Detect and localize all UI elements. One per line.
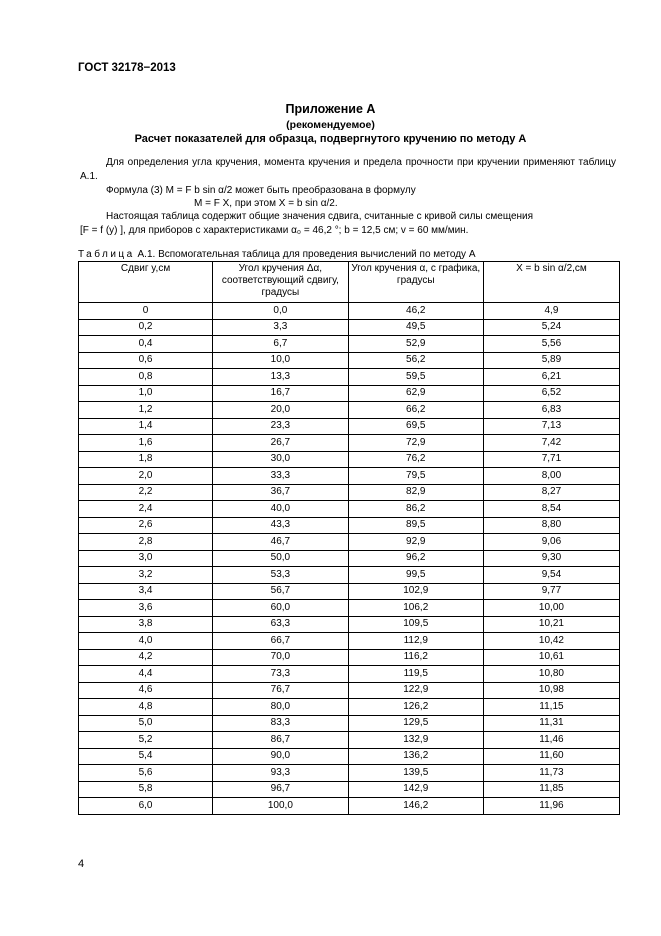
table-cell: 10,00 [483, 600, 619, 617]
table-cell: 46,2 [348, 303, 483, 320]
table-cell: 53,3 [213, 567, 349, 584]
table-cell: 52,9 [348, 336, 483, 353]
table-row [79, 600, 620, 617]
table-row [79, 517, 620, 534]
table-cell: 7,71 [483, 451, 619, 468]
table-cell: 0,0 [213, 303, 349, 320]
paragraph-intro: Для определения угла кручения, момента кручения и предела прочности при кручении применяют таблицу А.1. [80, 157, 616, 182]
table-cell: 2,6 [79, 517, 213, 534]
table-cell: 76,2 [348, 451, 483, 468]
column-header-x: X = b sin α/2,см [483, 262, 619, 303]
table-cell: 10,61 [483, 649, 619, 666]
table-cell: 1,2 [79, 402, 213, 419]
table-cell: 4,9 [483, 303, 619, 320]
table-cell: 16,7 [213, 385, 349, 402]
table-cell: 5,2 [79, 732, 213, 749]
table-cell: 86,7 [213, 732, 349, 749]
table-row [79, 798, 620, 815]
table-row [79, 682, 620, 699]
table-cell: 6,0 [79, 798, 213, 815]
table-cell: 4,0 [79, 633, 213, 650]
table-row [79, 781, 620, 798]
table-cell: 4,6 [79, 682, 213, 699]
table-row [79, 435, 620, 452]
table-cell: 5,89 [483, 352, 619, 369]
appendix-title: Приложение А [285, 102, 376, 116]
table-cell: 76,7 [213, 682, 349, 699]
appendix-subtitle: Расчет показателей для образца, подвергнутого кручению по методу А [134, 133, 527, 145]
paragraph-table-description: Настоящая таблица содержит общие значения сдвига, считанные с кривой силы смещения [106, 211, 534, 222]
table-row [79, 550, 620, 567]
table-cell: 9,77 [483, 583, 619, 600]
table-cell: 139,5 [348, 765, 483, 782]
table-row [79, 336, 620, 353]
table-cell: 1,4 [79, 418, 213, 435]
table-row [79, 715, 620, 732]
table-cell: 11,60 [483, 748, 619, 765]
table-cell: 63,3 [213, 616, 349, 633]
table-row [79, 352, 620, 369]
table-row [79, 484, 620, 501]
table-cell: 5,8 [79, 781, 213, 798]
table-cell: 20,0 [213, 402, 349, 419]
table-cell: 116,2 [348, 649, 483, 666]
table-cell: 62,9 [348, 385, 483, 402]
table-cell: 59,5 [348, 369, 483, 386]
table-caption-prefix: Таблица [78, 249, 135, 260]
table-cell: 66,2 [348, 402, 483, 419]
table-caption [78, 249, 476, 260]
table-cell: 10,42 [483, 633, 619, 650]
table-cell: 8,80 [483, 517, 619, 534]
table-row [79, 451, 620, 468]
table-cell: 86,2 [348, 501, 483, 518]
table-cell: 82,9 [348, 484, 483, 501]
table-cell: 90,0 [213, 748, 349, 765]
table-cell: 3,8 [79, 616, 213, 633]
table-cell: 73,3 [213, 666, 349, 683]
table-cell: 7,13 [483, 418, 619, 435]
document-header: ГОСТ 32178−2013 [78, 62, 176, 74]
table-row [79, 732, 620, 749]
table-cell: 106,2 [348, 600, 483, 617]
table-row [79, 418, 620, 435]
table-cell: 26,7 [213, 435, 349, 452]
table-header-row [79, 262, 620, 303]
table-cell: 146,2 [348, 798, 483, 815]
table-cell: 92,9 [348, 534, 483, 551]
table-cell: 9,54 [483, 567, 619, 584]
table-cell: 2,2 [79, 484, 213, 501]
table-cell: 79,5 [348, 468, 483, 485]
table-row [79, 567, 620, 584]
table-cell: 8,27 [483, 484, 619, 501]
table-row [79, 369, 620, 386]
table-cell: 3,4 [79, 583, 213, 600]
table-row [79, 303, 620, 320]
paragraph-formula-3: Формула (3) M = F b sin α/2 может быть преобразована в формулу [106, 185, 416, 196]
table-row [79, 616, 620, 633]
table-cell: 89,5 [348, 517, 483, 534]
table-row [79, 633, 620, 650]
table-cell: 11,46 [483, 732, 619, 749]
table-cell: 23,3 [213, 418, 349, 435]
table-cell: 0 [79, 303, 213, 320]
table-cell: 5,4 [79, 748, 213, 765]
table-cell: 136,2 [348, 748, 483, 765]
table-cell: 40,0 [213, 501, 349, 518]
table-cell: 50,0 [213, 550, 349, 567]
table-cell: 5,56 [483, 336, 619, 353]
table-cell: 66,7 [213, 633, 349, 650]
table-cell: 4,8 [79, 699, 213, 716]
table-cell: 83,3 [213, 715, 349, 732]
table-row [79, 402, 620, 419]
table-cell: 96,7 [213, 781, 349, 798]
table-cell: 2,4 [79, 501, 213, 518]
table-cell: 4,2 [79, 649, 213, 666]
table-cell: 132,9 [348, 732, 483, 749]
table-row [79, 385, 620, 402]
table-cell: 10,0 [213, 352, 349, 369]
table-cell: 3,2 [79, 567, 213, 584]
appendix-status: (рекомендуемое) [286, 119, 375, 131]
table-cell: 46,7 [213, 534, 349, 551]
table-cell: 11,31 [483, 715, 619, 732]
table-cell: 11,15 [483, 699, 619, 716]
table-cell: 72,9 [348, 435, 483, 452]
table-row [79, 319, 620, 336]
table-cell: 80,0 [213, 699, 349, 716]
column-header-delta-angle: Угол кручения Δα, соответствующий сдвигу, градусы [213, 262, 349, 303]
table-cell: 5,24 [483, 319, 619, 336]
table-cell: 3,3 [213, 319, 349, 336]
table-row [79, 699, 620, 716]
table-cell: 4,4 [79, 666, 213, 683]
column-header-shift: Сдвиг y,см [79, 262, 213, 303]
table-cell: 142,9 [348, 781, 483, 798]
table-cell: 3,0 [79, 550, 213, 567]
table-row [79, 748, 620, 765]
table-cell: 100,0 [213, 798, 349, 815]
paragraph-formula-converted: M = F X, при этом X = b sin α/2. [194, 198, 338, 209]
table-cell: 9,06 [483, 534, 619, 551]
table-row [79, 765, 620, 782]
table-row [79, 534, 620, 551]
table-caption-text: А.1. Вспомогательная таблица для проведения вычислений по методу А [134, 249, 476, 260]
table-cell: 112,9 [348, 633, 483, 650]
table-cell: 13,3 [213, 369, 349, 386]
table-cell: 11,85 [483, 781, 619, 798]
table-cell: 6,21 [483, 369, 619, 386]
table-cell: 11,96 [483, 798, 619, 815]
paragraph-instrument-params: [F = f (y) ], для приборов с характеристиками α₀ = 46,2 °; b = 12,5 см; v = 60 мм/мин. [80, 225, 469, 236]
table-cell: 126,2 [348, 699, 483, 716]
table-cell: 11,73 [483, 765, 619, 782]
table-cell: 102,9 [348, 583, 483, 600]
table-cell: 10,98 [483, 682, 619, 699]
table-cell: 122,9 [348, 682, 483, 699]
table-cell: 70,0 [213, 649, 349, 666]
table-cell: 0,8 [79, 369, 213, 386]
table-cell: 93,3 [213, 765, 349, 782]
table-cell: 0,2 [79, 319, 213, 336]
table-cell: 43,3 [213, 517, 349, 534]
table-cell: 56,2 [348, 352, 483, 369]
table-cell: 7,42 [483, 435, 619, 452]
table-cell: 3,6 [79, 600, 213, 617]
table-cell: 69,5 [348, 418, 483, 435]
table-row [79, 468, 620, 485]
column-header-angle: Угол кручения α, с графика, градусы [348, 262, 483, 303]
calculation-table [78, 261, 620, 815]
table-cell: 8,00 [483, 468, 619, 485]
table-cell: 49,5 [348, 319, 483, 336]
table-cell: 36,7 [213, 484, 349, 501]
table-cell: 109,5 [348, 616, 483, 633]
table-cell: 119,5 [348, 666, 483, 683]
table-cell: 6,7 [213, 336, 349, 353]
table-cell: 1,8 [79, 451, 213, 468]
table-cell: 6,52 [483, 385, 619, 402]
table-cell: 2,0 [79, 468, 213, 485]
table-cell: 96,2 [348, 550, 483, 567]
table-cell: 2,8 [79, 534, 213, 551]
table-cell: 1,6 [79, 435, 213, 452]
table-cell: 30,0 [213, 451, 349, 468]
table-cell: 60,0 [213, 600, 349, 617]
table-row [79, 649, 620, 666]
table-cell: 8,54 [483, 501, 619, 518]
table-cell: 33,3 [213, 468, 349, 485]
table-cell: 1,0 [79, 385, 213, 402]
table-cell: 10,80 [483, 666, 619, 683]
table-cell: 0,4 [79, 336, 213, 353]
table-row [79, 501, 620, 518]
table-cell: 5,0 [79, 715, 213, 732]
table-cell: 6,83 [483, 402, 619, 419]
table-row [79, 666, 620, 683]
table-cell: 129,5 [348, 715, 483, 732]
table-cell: 10,21 [483, 616, 619, 633]
page-number: 4 [78, 858, 85, 870]
table-cell: 99,5 [348, 567, 483, 584]
table-cell: 56,7 [213, 583, 349, 600]
table-row [79, 583, 620, 600]
table-cell: 0,6 [79, 352, 213, 369]
table-cell: 9,30 [483, 550, 619, 567]
table-cell: 5,6 [79, 765, 213, 782]
